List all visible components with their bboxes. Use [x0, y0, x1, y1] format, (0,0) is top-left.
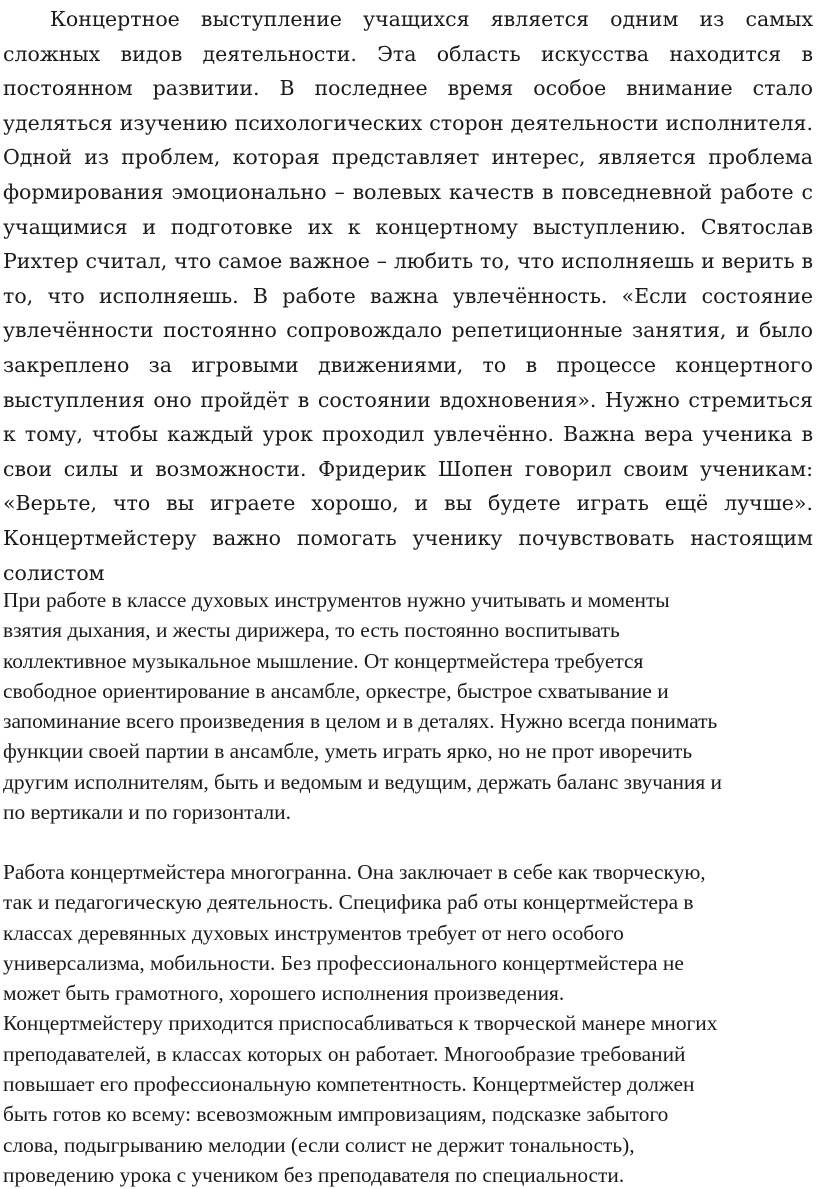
text-line: так и педагогическую деятельность. Специфика раб оты концертмейстера в — [3, 890, 694, 915]
text-line: классах деревянных духовых инструментов требует от него особого — [3, 920, 624, 945]
paragraph-wind-instruments — [3, 585, 816, 827]
paragraph-accompanist-work — [3, 857, 816, 1189]
text-line: другим исполнителям, быть и ведомым и ведущим, держать баланс звучания и — [3, 769, 722, 794]
text-line: повышает его профессиональную компетентность. Концертмейстер должен — [3, 1072, 695, 1097]
text-line: свободное ориентирование в ансамбле, оркестре, быстрое схватывание и — [3, 678, 669, 703]
text-line: проведению урока с учеником без преподавателя по специальности. — [3, 1162, 625, 1187]
text-line: Работа концертмейстера многогранна. Она заключает в себе как творческую, — [3, 860, 706, 884]
text-line: преподавателей, в классах которых он работает. Многообразие требований — [3, 1041, 686, 1066]
text-line: Концертмейстеру приходится приспосабливаться к творческой манере многих — [3, 1011, 718, 1036]
text-line: универсализма, мобильности. Без профессионального концертмейстера не — [3, 950, 684, 975]
text-line: функции своей партии в ансамбле, уметь играть ярко, но не прот иворечить — [3, 739, 693, 764]
text-line: быть готов ко всему: всевозможным импровизациям, подсказке забытого — [3, 1102, 669, 1127]
text-line: может быть грамотного, хорошего исполнения произведения. — [3, 981, 565, 1006]
text-line: коллективное музыкальное мышление. От концертмейстера требуется — [3, 648, 644, 673]
paragraph-concert-performance: Концертное выступление учащихся является одним из самых сложных видов деятельности. Эта область искусства находится в постоянном развитии. В последнее время особое внимание стало уделяться изучению психологических сторон деятельности исполнителя. Одной из проблем, которая представляет интерес, является проблема формирования эмоционально – волевых качеств в повседневной работе с учащимися и подготовке их к концертному выступлению. Святослав Рихтер считал, что самое важное – любить то, что исполняешь и верить в то, что исполняешь. В работе важна увлечённость. «Если состояние увлечённости постоянно сопровождало репетиционные занятия, и было закреплено за игровыми движениями, то в процессе концертного выступления оно пройдёт в состоянии вдохновения». Нужно стремиться к тому, чтобы каждый урок проходил увлечённо. Важна вера ученика в свои силы и возможности. Фридерик Шопен говорил своим ученикам: «Верьте, что вы играете хорошо, и вы будете играть ещё лучше». Концертмейстеру важно помогать ученику почувствовать настоящим солистом — [3, 7, 813, 585]
text-line: слова, подыгрыванию мелодии (если солист не держит тональность), — [3, 1132, 635, 1157]
text-line: взятия дыхания, и жесты дирижера, то есть постоянно воспитывать — [3, 618, 620, 643]
text-line: При работе в классе духовых инструментов нужно учитывать и моменты — [3, 588, 670, 612]
text-line: по вертикали и по горизонтали. — [3, 800, 291, 825]
text-line: запоминание всего произведения в целом и в деталях. Нужно всегда понимать — [3, 709, 718, 734]
